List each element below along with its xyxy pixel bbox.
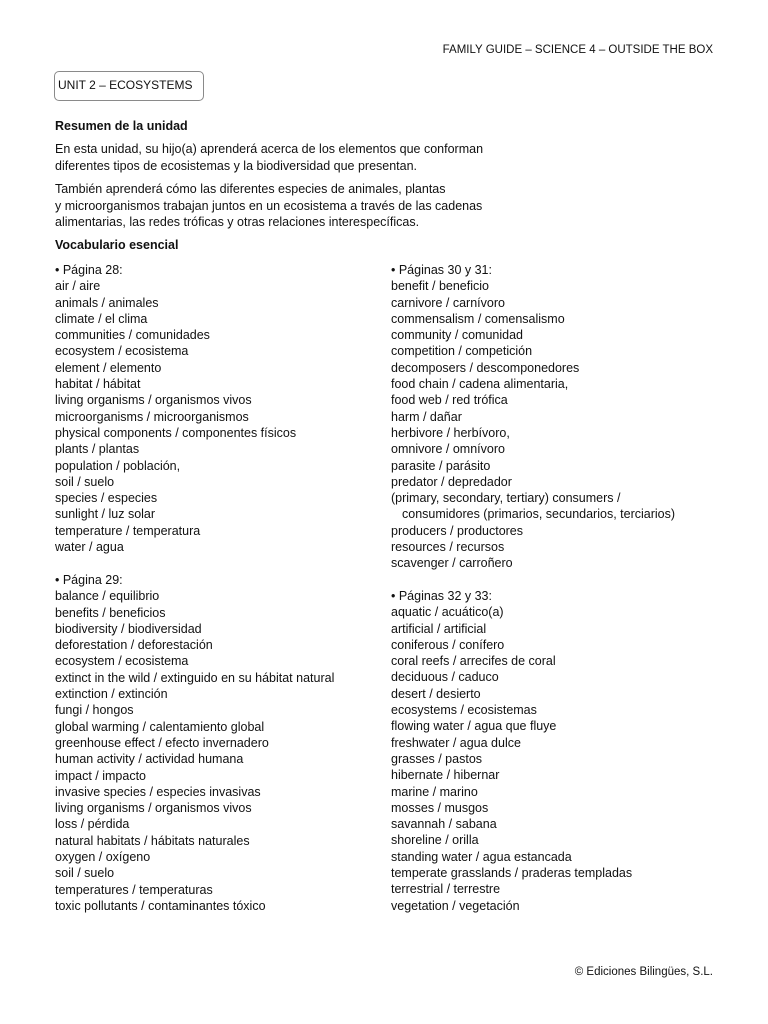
vocab-item: human activity / actividad humana [55, 752, 244, 767]
vocab-item: extinction / extinción [55, 687, 168, 702]
vocab-item: habitat / hábitat [55, 377, 141, 392]
vocab-item: food chain / cadena alimentaria, [391, 377, 569, 392]
vocab-item: decomposers / descomponedores [391, 360, 580, 375]
vocab-item: parasite / parásito [391, 458, 491, 473]
vocab-item: microorganisms / microorganismos [55, 409, 249, 424]
vocab-item: terrestrial / terrestre [391, 882, 501, 897]
vocab-item: scavenger / carroñero [391, 556, 513, 571]
vocab-item: food web / red trófica [391, 393, 508, 408]
vocab-item: oxygen / oxígeno [55, 850, 151, 865]
vocab-item: toxic pollutants / contaminantes tóxico [55, 898, 266, 913]
vocab-item: marine / marino [391, 784, 478, 799]
vocab-item: population / población, [55, 458, 181, 473]
vocab-item: desert / desierto [391, 686, 481, 701]
vocab-item: aquatic / acuático(a) [391, 605, 504, 620]
vocab-item: physical components / componentes físicos [55, 425, 297, 440]
vocab-item: fungi / hongos [55, 703, 134, 718]
vocab-item: savannah / sabana [391, 817, 497, 832]
vocab-item: soil / suelo [55, 866, 115, 881]
vocabulary-heading: Vocabulario esencial [55, 238, 179, 252]
vocab-item: competition / competición [391, 344, 533, 359]
vocab-item: animals / animales [55, 295, 159, 310]
summary-paragraph-2 [55, 181, 525, 231]
vocab-item: climate / el clima [55, 311, 148, 326]
summary-line: alimentarias, las redes tróficas y otras relaciones interespecíficas. [55, 215, 420, 229]
vocab-list-page-28 [55, 262, 296, 555]
vocab-item: temperate grasslands / praderas templadas [391, 866, 633, 881]
vocab-item: global warming / calentamiento global [55, 719, 265, 734]
vocab-item: (primary, secondary, tertiary) consumers / [391, 491, 621, 506]
vocab-item: benefit / beneficio [391, 279, 489, 294]
vocab-item: carnivore / carnívoro [391, 295, 505, 310]
vocab-item: biodiversity / biodiversidad [55, 621, 202, 636]
vocab-item: artificial / artificial [391, 621, 487, 636]
vocab-item: deciduous / caduco [391, 670, 499, 685]
vocab-item: grasses / pastos [391, 751, 483, 766]
vocab-item: benefits / beneficios [55, 605, 166, 620]
vocab-item: predator / depredador [391, 474, 512, 489]
vocab-item: invasive species / especies invasivas [55, 784, 261, 799]
summary-line: y microorganismos trabajan juntos en un ecosistema a través de las cadenas [55, 198, 483, 213]
vocab-section-title: • Página 28: [55, 263, 123, 277]
summary-line: En esta unidad, su hijo(a) aprenderá acerca de los elementos que conforman [55, 142, 484, 156]
vocab-item: ecosystem / ecosistema [55, 654, 189, 669]
vocab-item: living organisms / organismos vivos [55, 801, 252, 816]
vocab-section-title: • Páginas 30 y 31: [391, 263, 492, 277]
vocab-item: living organisms / organismos vivos [55, 393, 252, 408]
vocab-section-title: • Páginas 32 y 33: [391, 589, 492, 603]
unit-title-box: UNIT 2 – ECOSYSTEMS [54, 71, 204, 101]
vocab-item: temperatures / temperaturas [55, 882, 213, 897]
vocab-item: flowing water / agua que fluye [391, 719, 557, 734]
vocab-item: extinct in the wild / extinguido en su hábitat natural [55, 670, 335, 685]
vocab-item: air / aire [55, 279, 101, 294]
vocab-item: consumidores (primarios, secundarios, terciarios) [402, 507, 676, 522]
vocab-item: herbivore / herbívoro, [391, 425, 510, 440]
summary-paragraph-1 [55, 141, 525, 174]
vocab-list-pages-32-33 [391, 588, 632, 914]
vocab-item: natural habitats / hábitats naturales [55, 833, 250, 848]
vocab-item: harm / dañar [391, 409, 462, 424]
vocab-item: hibernate / hibernar [391, 768, 500, 783]
page-header: FAMILY GUIDE – SCIENCE 4 – OUTSIDE THE BOX [442, 44, 713, 56]
vocab-item: soil / suelo [55, 474, 115, 489]
vocab-item: resources / recursos [391, 540, 505, 555]
summary-heading: Resumen de la unidad [55, 119, 188, 133]
summary-line: También aprenderá cómo las diferentes especies de animales, plantas [55, 182, 446, 196]
vocab-item: vegetation / vegetación [391, 898, 520, 913]
copyright-footer: © Ediciones Bilingües, S.L. [574, 966, 713, 978]
vocab-item: loss / pérdida [55, 817, 130, 832]
vocab-item: element / elemento [55, 360, 162, 375]
vocab-item: community / comunidad [391, 328, 524, 343]
vocab-item: sunlight / luz solar [55, 507, 156, 522]
vocab-item: greenhouse effect / efecto invernadero [55, 735, 269, 750]
vocab-item: deforestation / deforestación [55, 638, 213, 653]
vocab-list-pages-30-31 [391, 262, 675, 572]
vocab-item: freshwater / agua dulce [391, 735, 521, 750]
vocab-item: commensalism / comensalismo [391, 311, 565, 326]
vocab-item: impact / impacto [55, 768, 147, 783]
vocab-item: standing water / agua estancada [391, 849, 572, 864]
vocab-item: mosses / musgos [391, 800, 489, 815]
vocab-item: ecosystems / ecosistemas [391, 703, 537, 718]
vocab-item: balance / equilibrio [55, 589, 160, 604]
vocab-item: coniferous / conífero [391, 637, 505, 652]
vocab-item: plants / plantas [55, 442, 140, 457]
vocab-item: producers / productores [391, 523, 524, 538]
vocab-item: coral reefs / arrecifes de coral [391, 654, 556, 669]
vocab-section-title: • Página 29: [55, 573, 123, 587]
vocab-item: temperature / temperatura [55, 523, 201, 538]
vocab-item: communities / comunidades [55, 328, 210, 343]
vocab-item: species / especies [55, 491, 158, 506]
vocab-item: shoreline / orilla [391, 833, 479, 848]
vocab-list-page-29 [55, 572, 334, 914]
vocab-item: water / agua [55, 540, 124, 555]
summary-line: diferentes tipos de ecosistemas y la biodiversidad que presentan. [55, 158, 418, 173]
vocab-item: ecosystem / ecosistema [55, 344, 189, 359]
vocab-item: omnivore / omnívoro [391, 442, 505, 457]
